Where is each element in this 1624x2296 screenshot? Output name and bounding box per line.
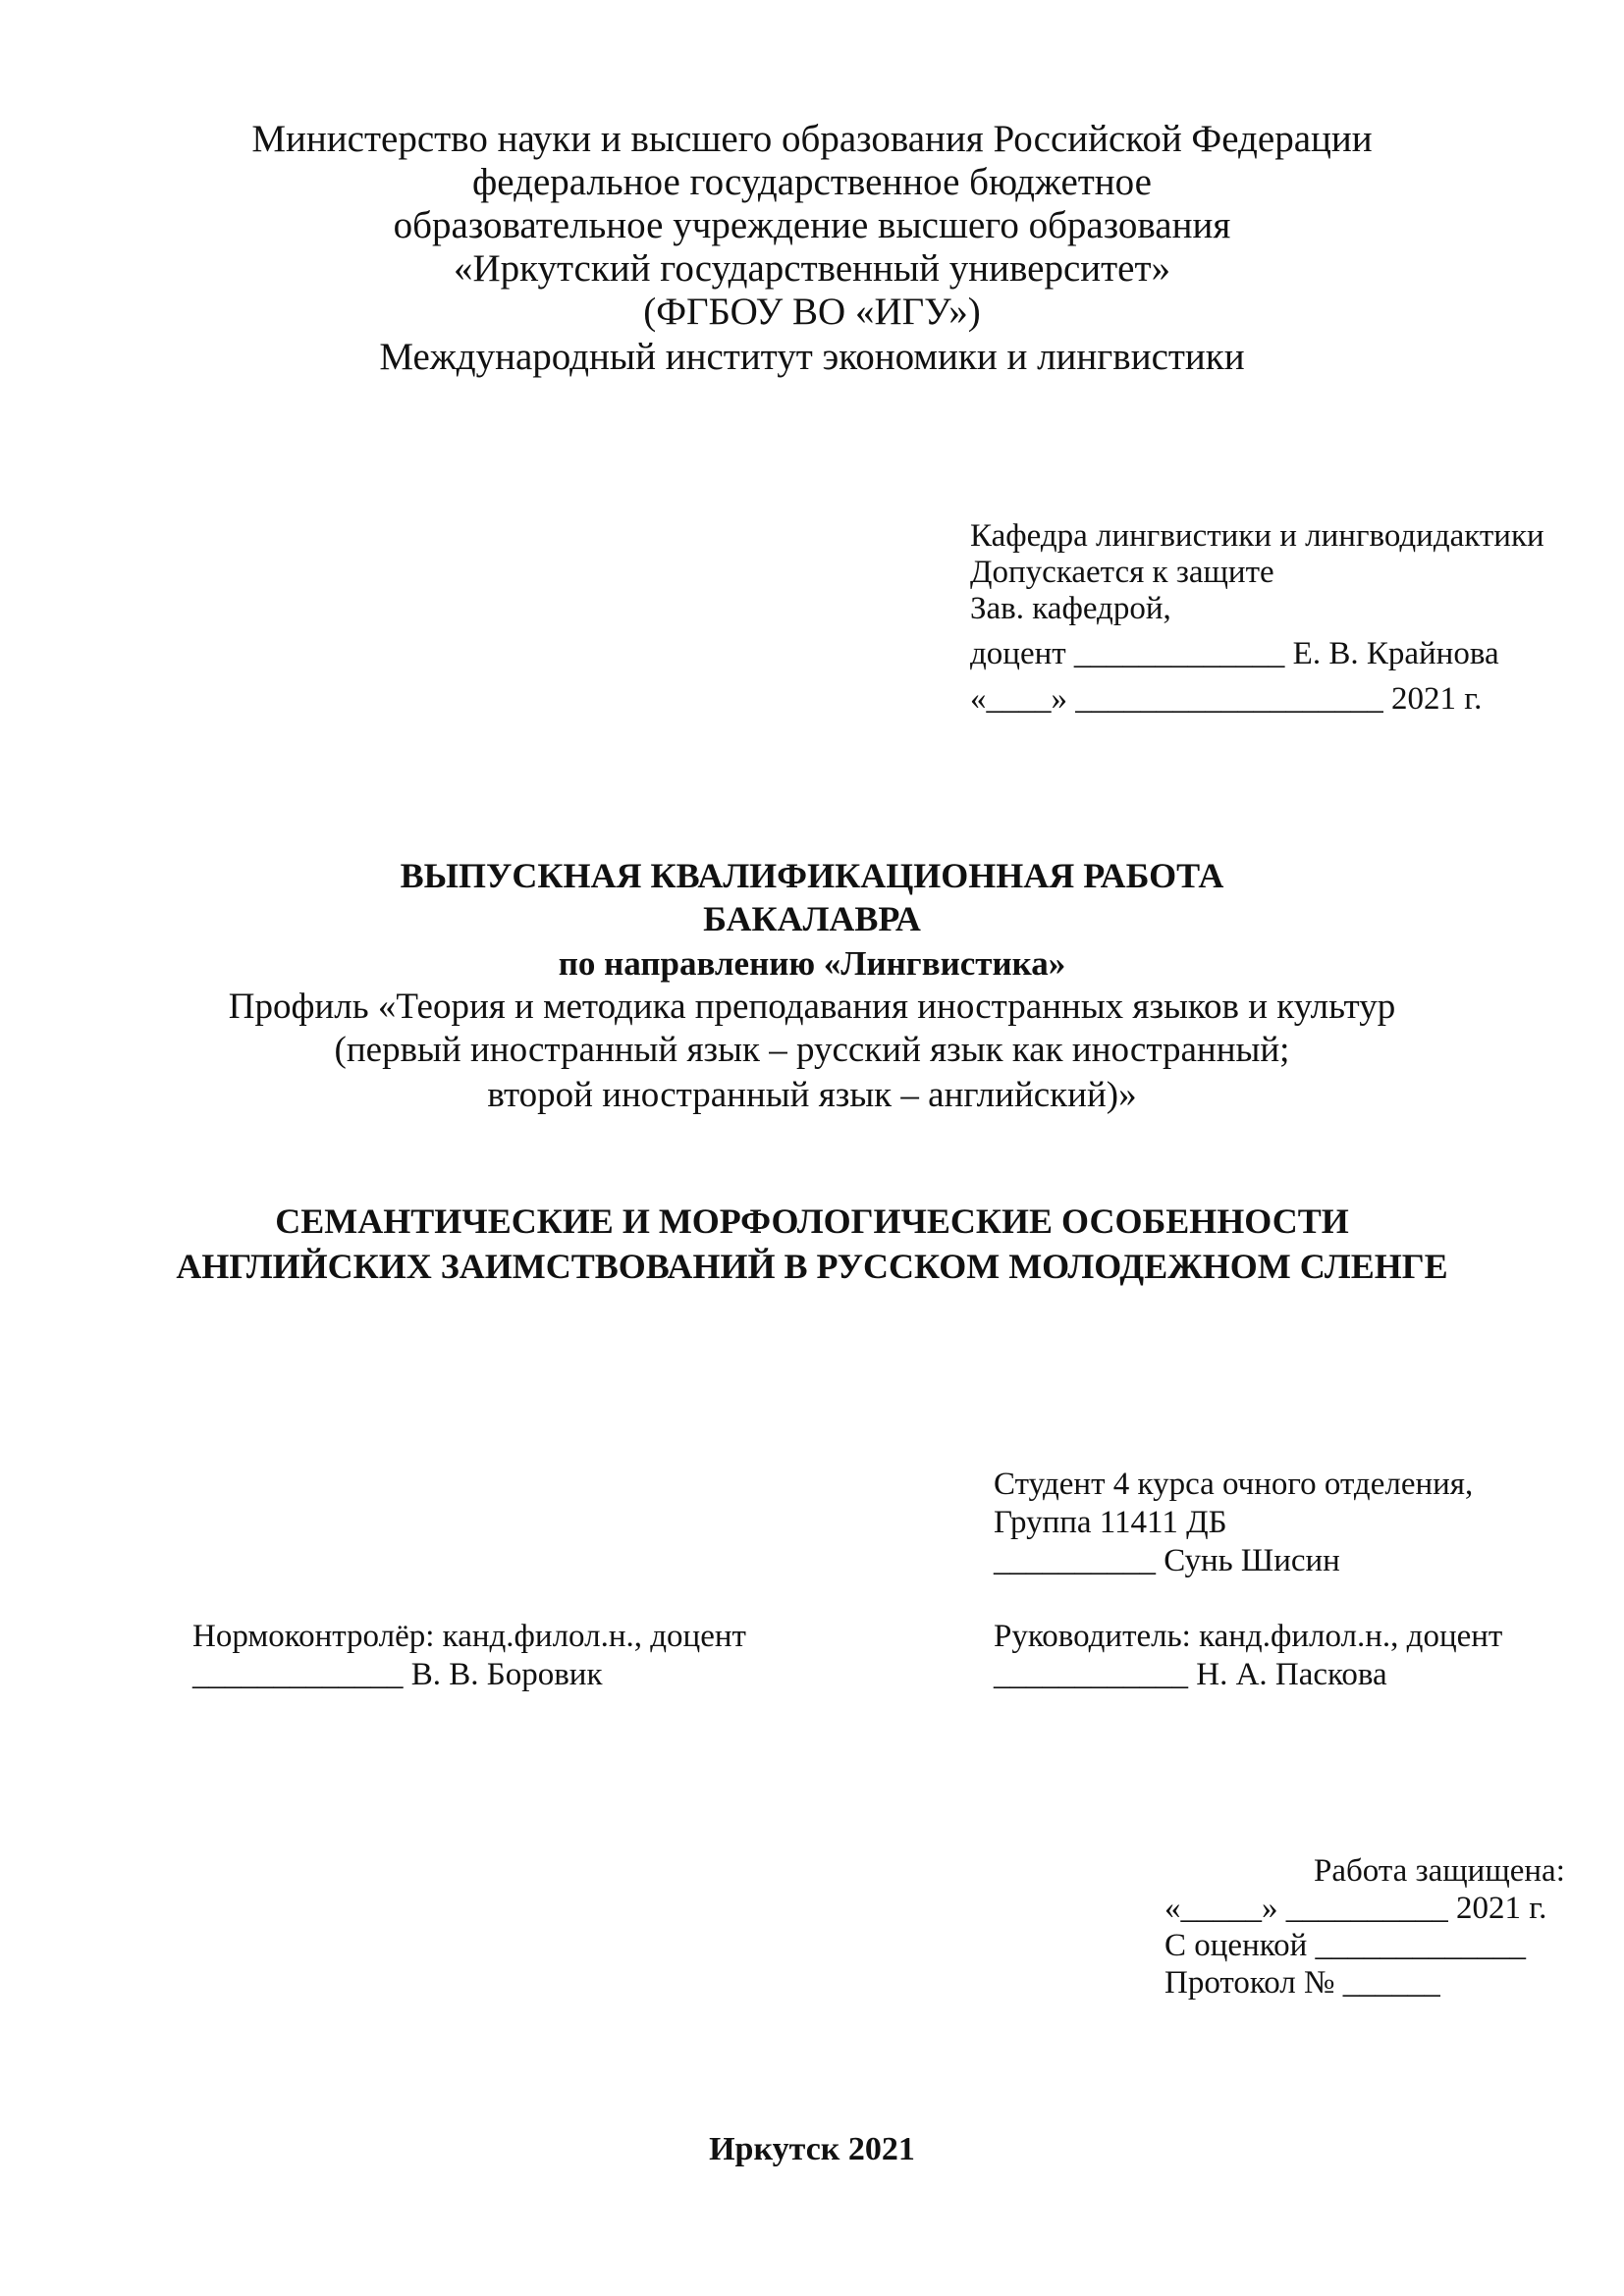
work-profile-line2: (первый иностранный язык – русский язык как иностранный; (334, 1030, 1290, 1070)
approval-head: Зав. кафедрой, (970, 591, 1171, 626)
thesis-title-line1: СЕМАНТИЧЕСКИЕ И МОРФОЛОГИЧЕСКИЕ ОСОБЕННОСТИ (275, 1201, 1349, 1241)
thesis-title-line2: АНГЛИЙСКИХ ЗАИМСТВОВАНИЙ В РУССКОМ МОЛОДЕЖНОМ СЛЕНГЕ (176, 1247, 1448, 1286)
header-institution-type: образовательное учреждение высшего образования (393, 204, 1231, 246)
defense-grade: С оценкой _____________ (1164, 1928, 1526, 1963)
work-profile-line1: Профиль «Теория и методика преподавания иностранных языков и культур (228, 987, 1396, 1027)
approval-admit: Допускается к защите (970, 555, 1274, 590)
approval-department: Кафедра лингвистики и лингводидактики (970, 518, 1544, 554)
work-direction: по направлению «Лингвистика» (558, 944, 1066, 983)
work-type-line2: БАКАЛАВРА (703, 899, 921, 938)
student-signature: __________ Сунь Шисин (994, 1543, 1340, 1578)
normcontrol-signature: _____________ В. В. Боровик (192, 1657, 603, 1692)
header-ministry: Министерство науки и высшего образования Российской Федерации (251, 118, 1373, 160)
supervisor-role: Руководитель: канд.филол.н., доцент (994, 1619, 1503, 1654)
supervisor-signature: ____________ Н. А. Паскова (994, 1657, 1387, 1692)
approval-date: «____» ___________________ 2021 г. (970, 681, 1483, 717)
work-type-line1: ВЫПУСКНАЯ КВАЛИФИКАЦИОННАЯ РАБОТА (400, 856, 1224, 895)
approval-signature: доцент _____________ Е. В. Крайнова (970, 636, 1499, 671)
student-course: Студент 4 курса очного отделения, (994, 1467, 1474, 1502)
normcontrol-role: Нормоконтролёр: канд.филол.н., доцент (192, 1619, 746, 1654)
defense-protocol: Протокол № ______ (1164, 1965, 1440, 2001)
work-profile-line3: второй иностранный язык – английский)» (487, 1075, 1137, 1115)
header-abbreviation: (ФГБОУ ВО «ИГУ») (643, 291, 981, 333)
student-group: Группа 11411 ДБ (994, 1505, 1227, 1540)
header-institute: Международный институт экономики и лингвистики (379, 336, 1245, 378)
header-university: «Иркутский государственный университет» (453, 247, 1171, 290)
defense-protected: Работа защищена: (1314, 1853, 1565, 1889)
defense-date: «_____» __________ 2021 г. (1164, 1891, 1547, 1926)
footer-city-year: Иркутск 2021 (709, 2131, 915, 2167)
header-federal: федеральное государственное бюджетное (472, 161, 1152, 203)
